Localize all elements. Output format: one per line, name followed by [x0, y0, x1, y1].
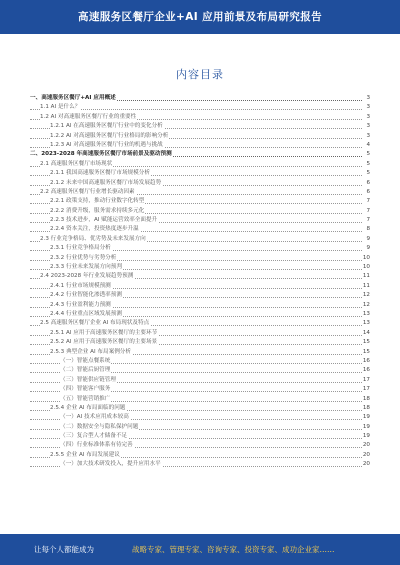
toc-entry-title: 1.2 AI 对高速服务区餐厅行业的重要性	[40, 113, 137, 122]
toc-entry-page: 16	[362, 357, 370, 366]
toc-entry[interactable]	[30, 385, 370, 394]
toc-entry-title: 2.4.1 行业市场规模预测	[50, 282, 112, 291]
toc-entry-page: 18	[362, 395, 370, 404]
toc-entry-title: 2.2.3 技术进步，AI 赋能运营效率全面提升	[50, 216, 158, 225]
toc-entry-page: 11	[362, 272, 370, 281]
toc-entry-title: 一、高速服务区餐厅+AI 应用概述	[30, 94, 117, 103]
table-of-contents	[30, 94, 370, 470]
toc-entry-title: 2.3 行业竞争格局、优劣势及未来发展方向	[40, 235, 147, 244]
toc-entry-page: 17	[362, 385, 370, 394]
toc-entry-title: （三）复合型人才储备不足	[60, 432, 128, 441]
toc-entry-title: 二、2023-2028 年高速服务区餐厅市场前景及驱动预测	[30, 150, 173, 159]
toc-entry-title: 2.2.4 资本关注，投资热度逐步升温	[50, 225, 140, 234]
toc-entry[interactable]	[30, 188, 370, 197]
toc-entry-page: 8	[365, 225, 370, 234]
toc-entry[interactable]	[30, 207, 370, 216]
toc-entry-page: 20	[362, 441, 370, 450]
toc-entry-title: 2.2 高速服务区餐厅行业增长驱动因素	[40, 188, 136, 197]
toc-entry-title: 2.5.5 企业 AI 布局发展建议	[50, 451, 121, 460]
toc-entry-page: 5	[365, 150, 370, 159]
toc-entry-title: （三）智能供应链管理	[60, 376, 117, 385]
report-header-bar	[0, 0, 400, 34]
toc-entry-page: 16	[362, 366, 370, 375]
toc-entry-title: 1.2.2 AI 对高速服务区餐厅行业格局的影响分析	[50, 132, 169, 141]
toc-entry-page: 3	[365, 122, 370, 131]
footer-slogan-lead: 让每个人都能成为	[34, 545, 94, 554]
toc-entry-title: 2.3.1 行业竞争格局分析	[50, 244, 112, 253]
toc-entry-page: 18	[362, 404, 370, 413]
toc-entry[interactable]	[30, 122, 370, 131]
toc-entry-page: 4	[365, 141, 370, 150]
toc-entry[interactable]	[30, 413, 370, 422]
toc-entry-page: 3	[365, 113, 370, 122]
toc-entry-title: 2.5 高速服务区餐厅企业 AI 布局现状及特点	[40, 319, 150, 328]
toc-entry[interactable]	[30, 244, 370, 253]
toc-entry-title: （二）数据安全与隐私保护问题	[60, 423, 139, 432]
toc-entry[interactable]	[30, 235, 370, 244]
toc-entry-title: 2.2.2 消费升级，服务需求持续多元化	[50, 207, 145, 216]
toc-entry[interactable]	[30, 404, 370, 413]
toc-page	[30, 34, 370, 534]
toc-entry[interactable]	[30, 216, 370, 225]
toc-entry-page: 13	[362, 310, 370, 319]
toc-entry[interactable]	[30, 432, 370, 441]
toc-entry-title: 2.3.2 行业优势与劣势分析	[50, 254, 117, 263]
toc-entry-page: 15	[362, 348, 370, 357]
toc-entry[interactable]	[30, 423, 370, 432]
toc-entry[interactable]	[30, 94, 370, 103]
toc-entry-title: 2.4.4 行业重点区域发展预测	[50, 310, 123, 319]
toc-entry[interactable]	[30, 113, 370, 122]
toc-entry[interactable]	[30, 338, 370, 347]
toc-entry-title: 2.4 2023-2028 年行业发展趋势预测	[40, 272, 134, 281]
toc-entry-page: 9	[365, 235, 370, 244]
toc-entry-title: （一）AI 技术应用成本较高	[60, 413, 130, 422]
toc-entry-title: （一）加大技术研发投入，提升应用水平	[60, 460, 162, 469]
toc-entry-title: （四）智能客户服务	[60, 385, 111, 394]
toc-entry[interactable]	[30, 254, 370, 263]
toc-entry-title: 2.5.4 企业 AI 布局面临的问题	[50, 404, 126, 413]
footer-slogan-roles: 战略专家、管理专家、咨询专家、投资专家、成功企业家……	[132, 545, 335, 554]
toc-entry[interactable]	[30, 357, 370, 366]
toc-entry[interactable]	[30, 460, 370, 469]
toc-entry[interactable]	[30, 291, 370, 300]
toc-entry[interactable]	[30, 263, 370, 272]
toc-entry[interactable]	[30, 329, 370, 338]
report-footer-bar	[0, 534, 400, 565]
toc-entry-page: 20	[362, 460, 370, 469]
toc-entry[interactable]	[30, 197, 370, 206]
toc-entry[interactable]	[30, 366, 370, 375]
toc-entry-page: 17	[362, 376, 370, 385]
toc-entry-title: 2.3.3 行业未来发展方向预判	[50, 263, 123, 272]
toc-entry[interactable]	[30, 282, 370, 291]
toc-entry-title: （四）行业标准体系有待完善	[60, 441, 134, 450]
toc-entry-title: 1.2.1 AI 在高速服务区餐厅行业中的变化分析	[50, 122, 164, 131]
toc-entry[interactable]	[30, 441, 370, 450]
toc-entry[interactable]	[30, 150, 370, 159]
toc-entry-title: （二）智能后厨管理	[60, 366, 111, 375]
toc-entry-page: 10	[362, 254, 370, 263]
toc-entry-title: 2.1 高速服务区餐厅市场现状	[40, 160, 113, 169]
report-title: 高速服务区餐厅企业+AI 应用前景及布局研究报告	[77, 11, 323, 23]
toc-entry-page: 15	[362, 338, 370, 347]
toc-entry-title: 2.4.2 行业智能化渗透率预测	[50, 291, 123, 300]
toc-entry-page: 14	[362, 329, 370, 338]
toc-entry[interactable]	[30, 103, 370, 112]
toc-entry[interactable]	[30, 179, 370, 188]
toc-entry-title: 1.1 AI 是什么？	[40, 103, 81, 112]
toc-entry-page: 9	[365, 244, 370, 253]
toc-entry-page: 7	[365, 207, 370, 216]
toc-entry[interactable]	[30, 132, 370, 141]
toc-entry[interactable]	[30, 141, 370, 150]
toc-entry-page: 3	[365, 94, 370, 103]
toc-entry[interactable]	[30, 169, 370, 178]
toc-entry-title: 1.2.3 AI 对高速服务区餐厅行业的机遇与挑战	[50, 141, 164, 150]
toc-entry[interactable]	[30, 310, 370, 319]
toc-entry[interactable]	[30, 451, 370, 460]
toc-entry-title: 2.1.2 未来中国高速服务区餐厅市场发展趋势	[50, 179, 162, 188]
toc-entry-page: 12	[362, 291, 370, 300]
toc-entry-page: 5	[365, 160, 370, 169]
toc-entry[interactable]	[30, 395, 370, 404]
toc-entry-page: 3	[365, 103, 370, 112]
toc-entry-page: 19	[362, 413, 370, 422]
toc-entry[interactable]	[30, 376, 370, 385]
toc-entry-page: 5	[365, 169, 370, 178]
toc-entry-page: 6	[365, 188, 370, 197]
toc-entry-page: 7	[365, 216, 370, 225]
toc-entry-page: 3	[365, 132, 370, 141]
toc-entry-page: 19	[362, 432, 370, 441]
toc-entry[interactable]	[30, 225, 370, 234]
toc-entry-title: 2.5.1 AI 应用于高速服务区餐厅的主要环节	[50, 329, 158, 338]
toc-entry-title: 2.2.1 政策支持，推动行业数字化转型	[50, 197, 145, 206]
toc-entry-page: 13	[362, 319, 370, 328]
toc-entry[interactable]	[30, 160, 370, 169]
toc-entry[interactable]	[30, 272, 370, 281]
toc-entry-title: 2.1.1 我国高速服务区餐厅市场规模分析	[50, 169, 151, 178]
toc-entry-title: （五）智能营销推广	[60, 395, 111, 404]
toc-entry-page: 20	[362, 451, 370, 460]
toc-entry-title: 2.4.3 行业盈利能力预测	[50, 301, 112, 310]
toc-entry-page: 19	[362, 423, 370, 432]
toc-entry-page: 12	[362, 301, 370, 310]
toc-entry[interactable]	[30, 348, 370, 357]
toc-entry-page: 11	[362, 282, 370, 291]
toc-entry-title: （一）智能点餐系统	[60, 357, 111, 366]
toc-entry-page: 7	[365, 197, 370, 206]
toc-entry-page: 6	[365, 179, 370, 188]
toc-entry-page: 10	[362, 263, 370, 272]
toc-entry[interactable]	[30, 319, 370, 328]
toc-entry[interactable]	[30, 301, 370, 310]
toc-heading: 内容目录	[176, 68, 224, 81]
toc-entry-title: 2.5.3 典型企业 AI 布局案例分析	[50, 348, 132, 357]
toc-entry-title: 2.5.2 AI 应用于高速服务区餐厅的主要场景	[50, 338, 158, 347]
